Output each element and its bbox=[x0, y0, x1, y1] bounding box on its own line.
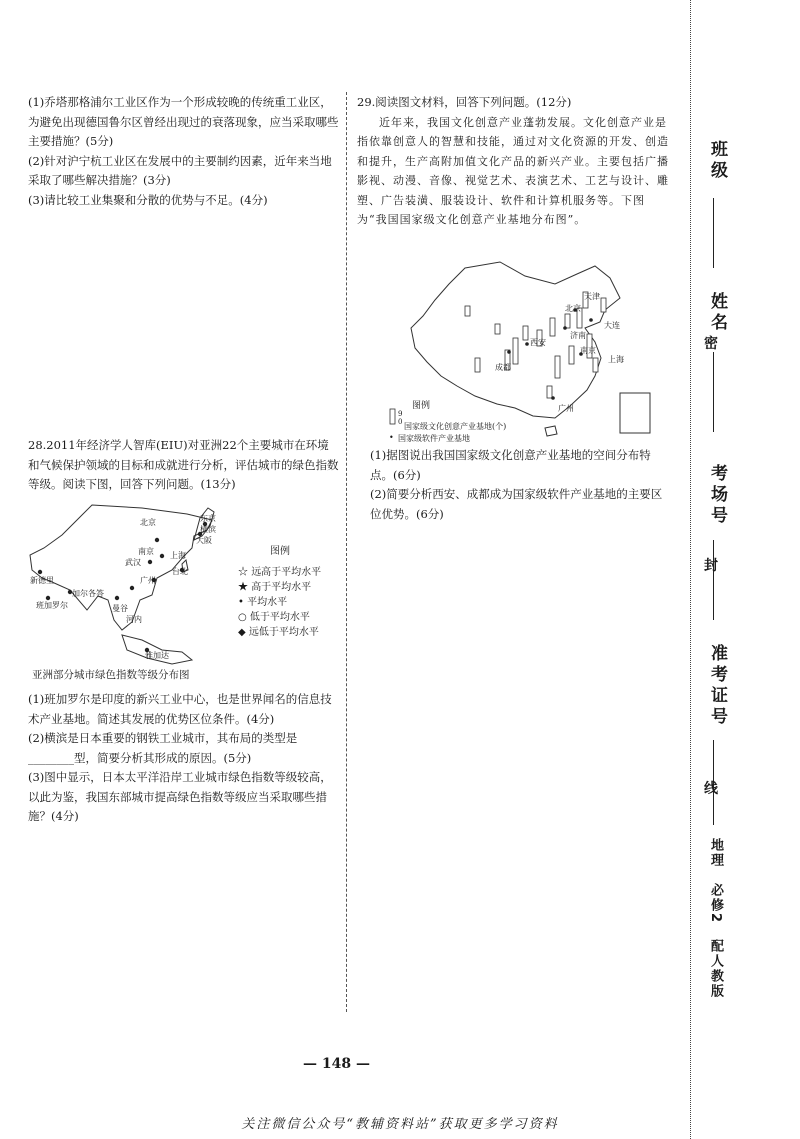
map28-city-bangalore: 班加罗尔 bbox=[36, 601, 68, 610]
map28-city-tokyo: 东京 bbox=[200, 514, 216, 523]
q27-sub-3: (3)请比较工业集聚和分散的优势与不足。(4分) bbox=[28, 192, 268, 207]
map28-legend-item: ☆ 远高于平均水平 bbox=[238, 567, 322, 578]
map29-city-beijing: 北京 bbox=[565, 304, 581, 313]
map28-city-wuhan: 武汉 bbox=[125, 558, 141, 567]
question-29-subquestions bbox=[370, 446, 670, 524]
name-field-line bbox=[713, 352, 714, 432]
question-28-stem bbox=[28, 436, 340, 495]
map29-legend-bar-min: 0 bbox=[398, 418, 403, 426]
map28-legend-title: 图例 bbox=[270, 546, 290, 557]
class-field-line bbox=[713, 198, 714, 268]
map29-legend-dot-symbol: • bbox=[389, 433, 394, 442]
q28-sub-1: (1)班加罗尔是印度的新兴工业中心，也是世界闻名的信息技术产业基地。简述其发展的优势区位条件。(4分) bbox=[28, 692, 332, 726]
map29-city-chengdu: 成都 bbox=[495, 363, 511, 372]
map29-city-shanghai: 上海 bbox=[608, 355, 624, 364]
q27-sub-1: (1)乔塔那格浦尔工业区作为一个形成较晚的传统重工业区，为避免出现德国鲁尔区曾经出现过的衰落现象，应当采取哪些主要措施？(5分) bbox=[28, 95, 339, 148]
map29-legend-title: 图例 bbox=[412, 401, 431, 411]
page-number: — 148 — bbox=[303, 1056, 370, 1072]
map29-city-dalian: 大连 bbox=[604, 321, 620, 330]
map28-city-hanoi: 河内 bbox=[126, 615, 142, 624]
q28-sub-2: (2)横滨是日本重要的钢铁工业城市，其布局的类型是________型，简要分析其形成的原因。(5分) bbox=[28, 731, 298, 765]
question-28-subquestions bbox=[28, 690, 340, 827]
map29-city-tianjin: 天津 bbox=[584, 292, 600, 301]
map29-legend-bar-max: 9 bbox=[398, 410, 403, 418]
map28-city-nanjing: 南京 bbox=[138, 547, 154, 556]
map28-city-osaka: 大阪 bbox=[196, 536, 212, 545]
map29-city-jinan: 济南 bbox=[570, 331, 586, 340]
class-field-label: 班级 bbox=[707, 140, 727, 182]
map28-city-kolkata: 加尔各答 bbox=[72, 589, 104, 598]
q29-passage: 近年来，我国文化创意产业蓬勃发展。文化创意产业是指依靠创意人的智慧和技能，通过对文化资源的开发、创造和提升，生产高附加值文化产品的新兴产业。主要包括广播影视、动漫、音像、视觉艺术、表演艺术、工艺与设计、雕塑、广告装潢、服装设计、软件和计算机服务等。下图为“我国国家级文化创意产业基地分布图”。 bbox=[357, 115, 669, 226]
seal-char-mi: 密 bbox=[704, 336, 718, 352]
map28-city-beijing: 北京 bbox=[140, 518, 156, 527]
q29-sub-1: (1)据图说出我国国家级文化创意产业基地的空间分布特点。(6分) bbox=[370, 448, 651, 482]
q29-stem: 29.阅读图文材料，回答下列问题。(12分) bbox=[357, 95, 572, 109]
map28-caption: 亚洲部分城市绿色指数等级分布图 bbox=[32, 669, 190, 681]
map28-city-jakarta: 雅加达 bbox=[145, 651, 169, 660]
hainan-island bbox=[545, 426, 557, 436]
question-27-subquestions bbox=[28, 93, 340, 210]
seal-char-xian: 线 bbox=[704, 781, 718, 797]
map29-city-nanjing: 南京 bbox=[580, 346, 596, 355]
map28-city-new-delhi: 新德里 bbox=[30, 576, 54, 585]
room-number-label: 考场号 bbox=[707, 464, 727, 527]
question-29 bbox=[357, 93, 675, 230]
map28-legend-item: ○ 低于平均水平 bbox=[238, 612, 310, 623]
map28-legend-item: ★ 高于平均水平 bbox=[238, 582, 312, 593]
china-creative-industry-map bbox=[405, 258, 660, 443]
column-divider bbox=[346, 92, 347, 1012]
map28-city-bangkok: 曼谷 bbox=[112, 604, 128, 613]
map29-legend-dot-label: 国家级软件产业基地 bbox=[398, 434, 470, 443]
map28-city-guangzhou: 广州 bbox=[140, 576, 156, 585]
map29-city-xian: 西安 bbox=[530, 338, 546, 347]
map28-legend-item: ◆ 远低于平均水平 bbox=[238, 627, 319, 638]
map28-legend-item: • 平均水平 bbox=[238, 597, 288, 608]
footer-ad: 关注微信公众号“教辅资料站”获取更多学习资料 bbox=[241, 1117, 559, 1132]
q29-sub-2: (2)简要分析西安、成都成为国家级软件产业基地的主要区位优势。(6分) bbox=[370, 487, 663, 521]
map29-city-guangzhou: 广州 bbox=[558, 404, 574, 413]
south-china-sea-inset bbox=[620, 393, 650, 433]
room-number-line bbox=[713, 540, 714, 620]
book-info: 地理 必修2 配人教版 bbox=[708, 838, 723, 1000]
q28-sub-3: (3)图中显示，日本太平洋沿岸工业城市绿色指数等级较高，以此为鉴，我国东部城市提高绿色指数等级应当采取哪些措施？(4分) bbox=[28, 770, 332, 823]
map28-city-shanghai: 上海 bbox=[170, 551, 186, 560]
map29-legend-bar-symbol bbox=[389, 408, 397, 426]
q27-sub-2: (2)针对沪宁杭工业区在发展中的主要制约因素，近年来当地采取了哪些解决措施？(3分) bbox=[28, 153, 332, 187]
name-field-label: 姓名 bbox=[707, 292, 727, 334]
seal-char-feng: 封 bbox=[704, 558, 718, 574]
map29-legend-bar-label: 国家级文化创意产业基地(个) bbox=[404, 422, 507, 431]
binding-dotted-line bbox=[690, 0, 691, 1139]
map28-city-taipei: 台北 bbox=[172, 567, 188, 576]
map28-city-yokohama: 横滨 bbox=[200, 525, 216, 534]
admission-number-label: 准考证号 bbox=[707, 644, 727, 728]
q28-stem: 28.2011年经济学人智库(EIU)对亚洲22个主要城市在环境和气候保护领域的目标和成就进行分析，评估城市的绿色指数等级。阅读下图，回答下列问题。(13分) bbox=[28, 438, 339, 491]
